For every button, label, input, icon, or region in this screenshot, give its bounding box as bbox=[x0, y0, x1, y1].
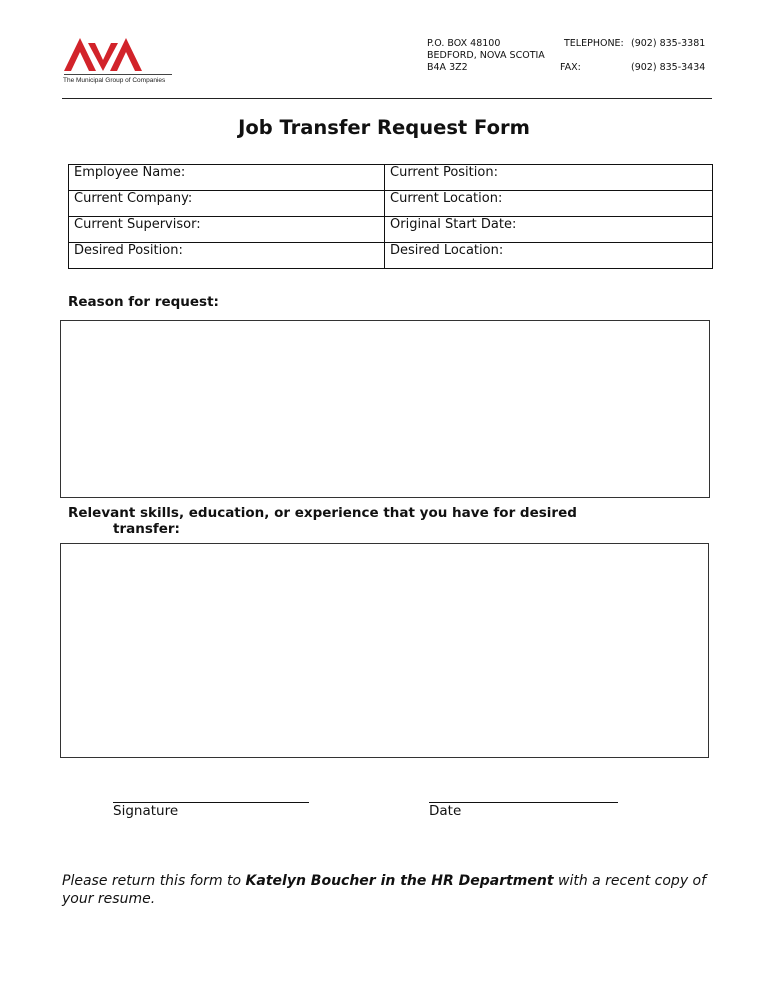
logo-right-peak bbox=[110, 38, 142, 71]
date-label: Date bbox=[429, 803, 462, 819]
logo-underline bbox=[64, 74, 172, 75]
desired-location-field[interactable]: Desired Location: bbox=[385, 243, 713, 269]
telephone-label: TELEPHONE: bbox=[564, 38, 624, 49]
current-position-field[interactable]: Current Position: bbox=[385, 165, 713, 191]
table-row bbox=[69, 165, 713, 191]
current-location-field[interactable]: Current Location: bbox=[385, 191, 713, 217]
current-company-field[interactable]: Current Company: bbox=[69, 191, 385, 217]
fax-label: FAX: bbox=[560, 62, 581, 73]
footer-contact: Katelyn Boucher in the HR Department bbox=[245, 873, 554, 889]
logo-left-peak bbox=[64, 38, 96, 71]
skills-label-line-1: Relevant skills, education, or experience that you have for desired bbox=[68, 505, 577, 521]
page-title: Job Transfer Request Form bbox=[238, 116, 530, 139]
address-line-2: BEDFORD, NOVA SCOTIA bbox=[427, 50, 545, 61]
fax-value: (902) 835-3434 bbox=[631, 62, 706, 73]
footer-prefix: Please return this form to bbox=[62, 873, 246, 889]
table-row bbox=[69, 243, 713, 269]
reason-label: Reason for request: bbox=[68, 294, 219, 310]
employee-info-table bbox=[68, 164, 713, 269]
reason-textbox[interactable] bbox=[60, 320, 710, 498]
skills-label-line-2: transfer: bbox=[113, 521, 180, 537]
current-supervisor-field[interactable]: Current Supervisor: bbox=[69, 217, 385, 243]
employee-name-field[interactable]: Employee Name: bbox=[69, 165, 385, 191]
telephone-value: (902) 835-3381 bbox=[631, 38, 706, 49]
header-divider bbox=[62, 98, 712, 99]
desired-position-field[interactable]: Desired Position: bbox=[69, 243, 385, 269]
skills-textbox[interactable] bbox=[60, 543, 709, 758]
footer-instructions bbox=[62, 872, 722, 908]
table-row bbox=[69, 217, 713, 243]
address-line-1: P.O. BOX 48100 bbox=[427, 38, 501, 49]
footer-suffix: with a recent copy of your resume. bbox=[62, 873, 707, 907]
logo-caption: The Municipal Group of Companies bbox=[63, 77, 166, 84]
signature-label: Signature bbox=[113, 803, 179, 819]
address-line-3: B4A 3Z2 bbox=[427, 62, 468, 73]
table-row bbox=[69, 191, 713, 217]
original-start-date-field[interactable]: Original Start Date: bbox=[385, 217, 713, 243]
